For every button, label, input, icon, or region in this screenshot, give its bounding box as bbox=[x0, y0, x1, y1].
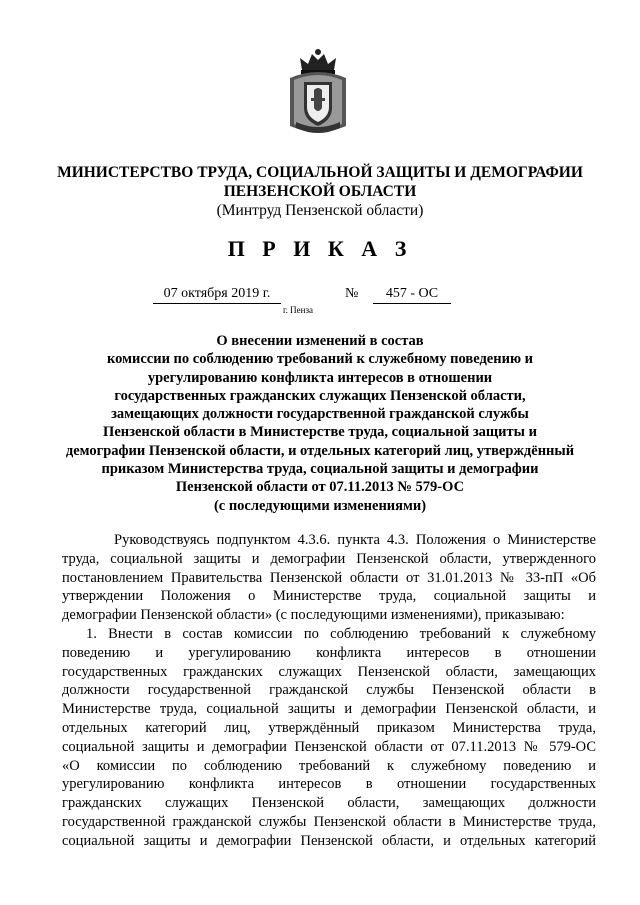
coat-of-arms-emblem bbox=[286, 48, 350, 134]
body-line: демографии Пензенской области» (с последующими изменениями), приказываю: bbox=[62, 607, 565, 624]
order-city: г. Пенза bbox=[283, 305, 314, 315]
body-line: гражданских служащих Пензенской области, замещающих должности bbox=[62, 795, 596, 812]
body-line: отдельных категорий лиц, утверждённый приказом Министерства труда, bbox=[62, 719, 596, 736]
body-line: социальной защиты и демографии Пензенской области, и отдельных категорий bbox=[62, 832, 596, 849]
body-line: поведению и урегулированию конфликта интересов в отношении bbox=[62, 644, 596, 661]
order-date: 07 октября 2019 г. bbox=[153, 285, 281, 304]
body-line: государственных гражданских служащих Пензенской области, замещающих bbox=[62, 663, 596, 680]
body-line: социальной защиты и демографии Пензенской области от 07.11.2013 № 579-ОС bbox=[62, 738, 596, 755]
body-line: труда, социальной защиты и демографии Пензенской области, утвержденного bbox=[62, 550, 596, 567]
ministry-name-line-2: ПЕНЗЕНСКОЙ ОБЛАСТИ bbox=[223, 183, 417, 200]
body-line: утверждении Положения о Министерстве труда, социальной защиты и bbox=[62, 588, 596, 605]
subject-line: Пензенской области в Министерстве труда, социальной защиты и bbox=[103, 424, 537, 441]
document-type-title: П Р И К А З bbox=[227, 236, 413, 261]
body-line: «О комиссии по соблюдению требований к служебному поведению и bbox=[62, 757, 596, 774]
body-line: Руководствуясь подпунктом 4.3.6. пункта 4.3. Положения о Министерстве bbox=[114, 532, 596, 548]
body-line: 1. Внести в состав комиссии по соблюдению требований к служебному bbox=[86, 625, 596, 642]
body-line: государственной гражданской службы Пензенской области в Министерстве труда, bbox=[62, 813, 596, 830]
subject-line: государственных гражданских служащих Пензенской области, bbox=[114, 387, 526, 404]
subject-line: (с последующими изменениями) bbox=[213, 497, 427, 514]
body-line: Министерстве труда, социальной защиты и демографии Пензенской области, и bbox=[62, 701, 596, 718]
subject-line: замещающих должности государственной гражданской службы bbox=[111, 406, 529, 423]
subject-line: урегулированию конфликта интересов в отношении bbox=[147, 369, 493, 386]
subject-line: О внесении изменений в состав bbox=[216, 333, 424, 349]
subject-line: Пензенской области от 07.11.2013 № 579-ОС bbox=[175, 479, 465, 496]
number-sign: № bbox=[345, 286, 359, 301]
ministry-abbreviation: (Минтруд Пензенской области) bbox=[216, 202, 424, 219]
subject-line: демографии Пензенской области, и отдельных категорий лиц, утверждённый bbox=[65, 442, 575, 459]
ministry-name-line-1: МИНИСТЕРСТВО ТРУДА, СОЦИАЛЬНОЙ ЗАЩИТЫ И ДЕМОГРАФИИ bbox=[57, 164, 583, 181]
body-line: урегулированию конфликта интересов в отношении государственных bbox=[62, 776, 596, 793]
body-line: должности государственной гражданской службы Пензенской области в bbox=[62, 682, 596, 699]
order-body bbox=[62, 531, 596, 851]
order-subject bbox=[40, 332, 600, 515]
body-line: постановлением Правительства Пензенской области от 31.01.2013 № 33-пП «Об bbox=[62, 569, 596, 586]
subject-line: комиссии по соблюдению требований к служебному поведению и bbox=[106, 351, 534, 368]
subject-line: приказом Министерства труда, социальной защиты и демографии bbox=[101, 461, 539, 478]
order-number: 457 - ОС bbox=[373, 285, 451, 304]
